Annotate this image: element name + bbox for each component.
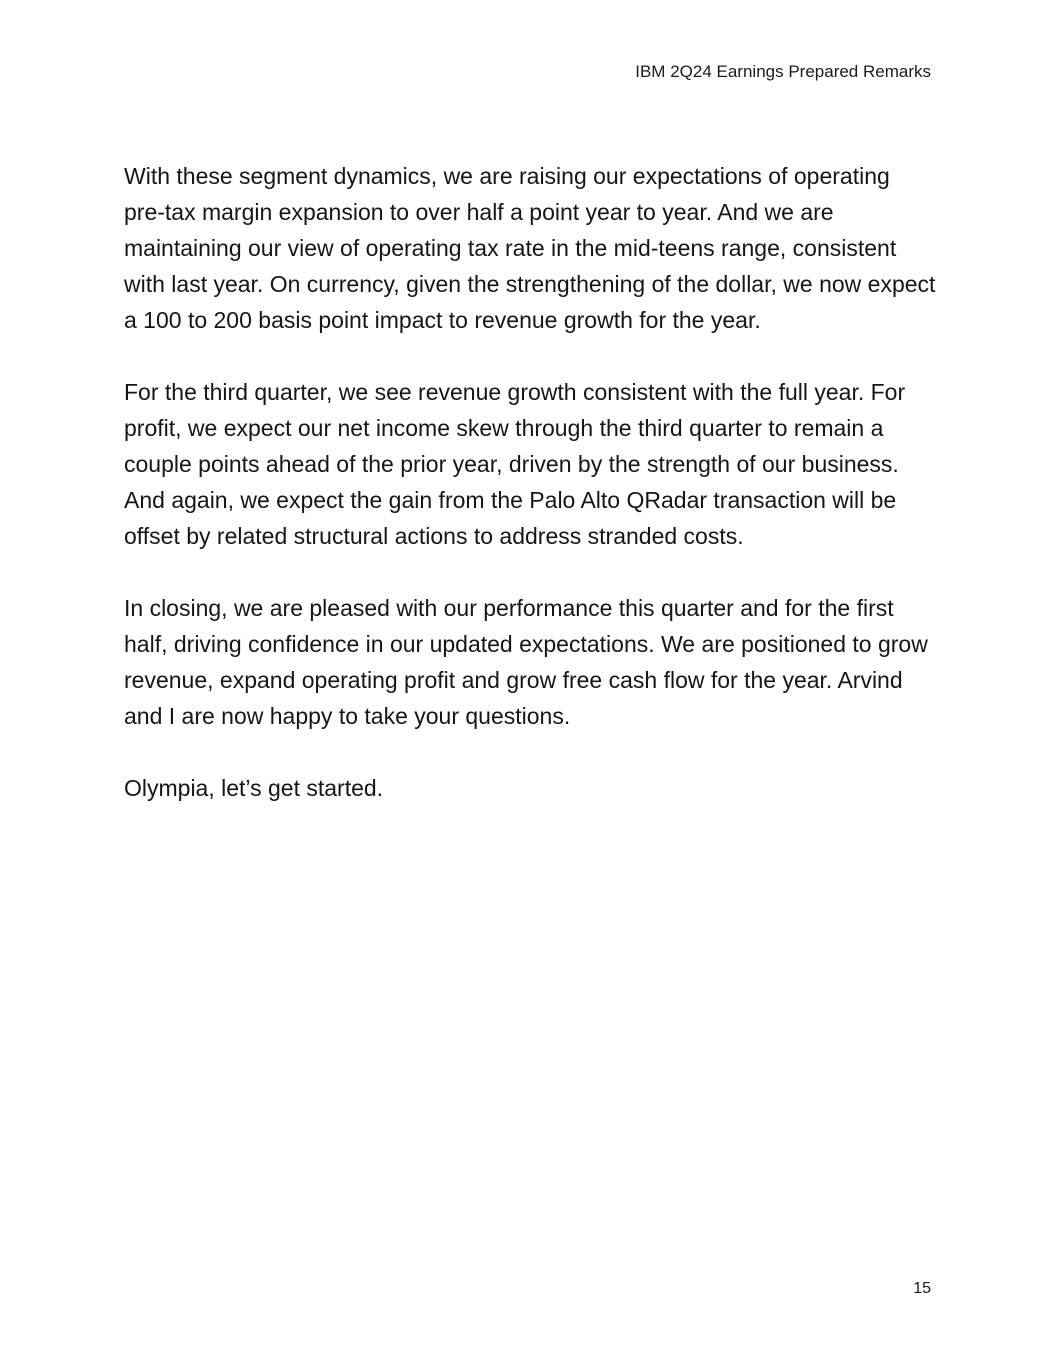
document-body xyxy=(124,158,936,842)
page-number: 15 xyxy=(913,1280,931,1297)
paragraph-segment-dynamics: With these segment dynamics, we are raising our expectations of operating pre-tax margin expansion to over half a point year to year. And we are maintaining our view of operating tax rate in the mid-teens range, consistent with last year. On currency, given the strengthening of the dollar, we now expect a 100 to 200 basis point impact to revenue growth for the year. xyxy=(124,163,936,333)
paragraph-closing: In closing, we are pleased with our performance this quarter and for the first half, driving confidence in our updated expectations. We are positioned to grow revenue, expand operating profit and grow free cash flow for the year. Arvind and I are now happy to take your questions. xyxy=(124,595,928,729)
paragraph-third-quarter: For the third quarter, we see revenue growth consistent with the full year. For profit, we expect our net income skew through the third quarter to remain a couple points ahead of the prior year, driven by the strength of our business. And again, we expect the gain from the Palo Alto QRadar transaction will be offset by related structural actions to address stranded costs. xyxy=(124,379,906,549)
paragraph-handoff: Olympia, let’s get started. xyxy=(124,775,384,801)
page-header: IBM 2Q24 Earnings Prepared Remarks xyxy=(635,62,931,81)
